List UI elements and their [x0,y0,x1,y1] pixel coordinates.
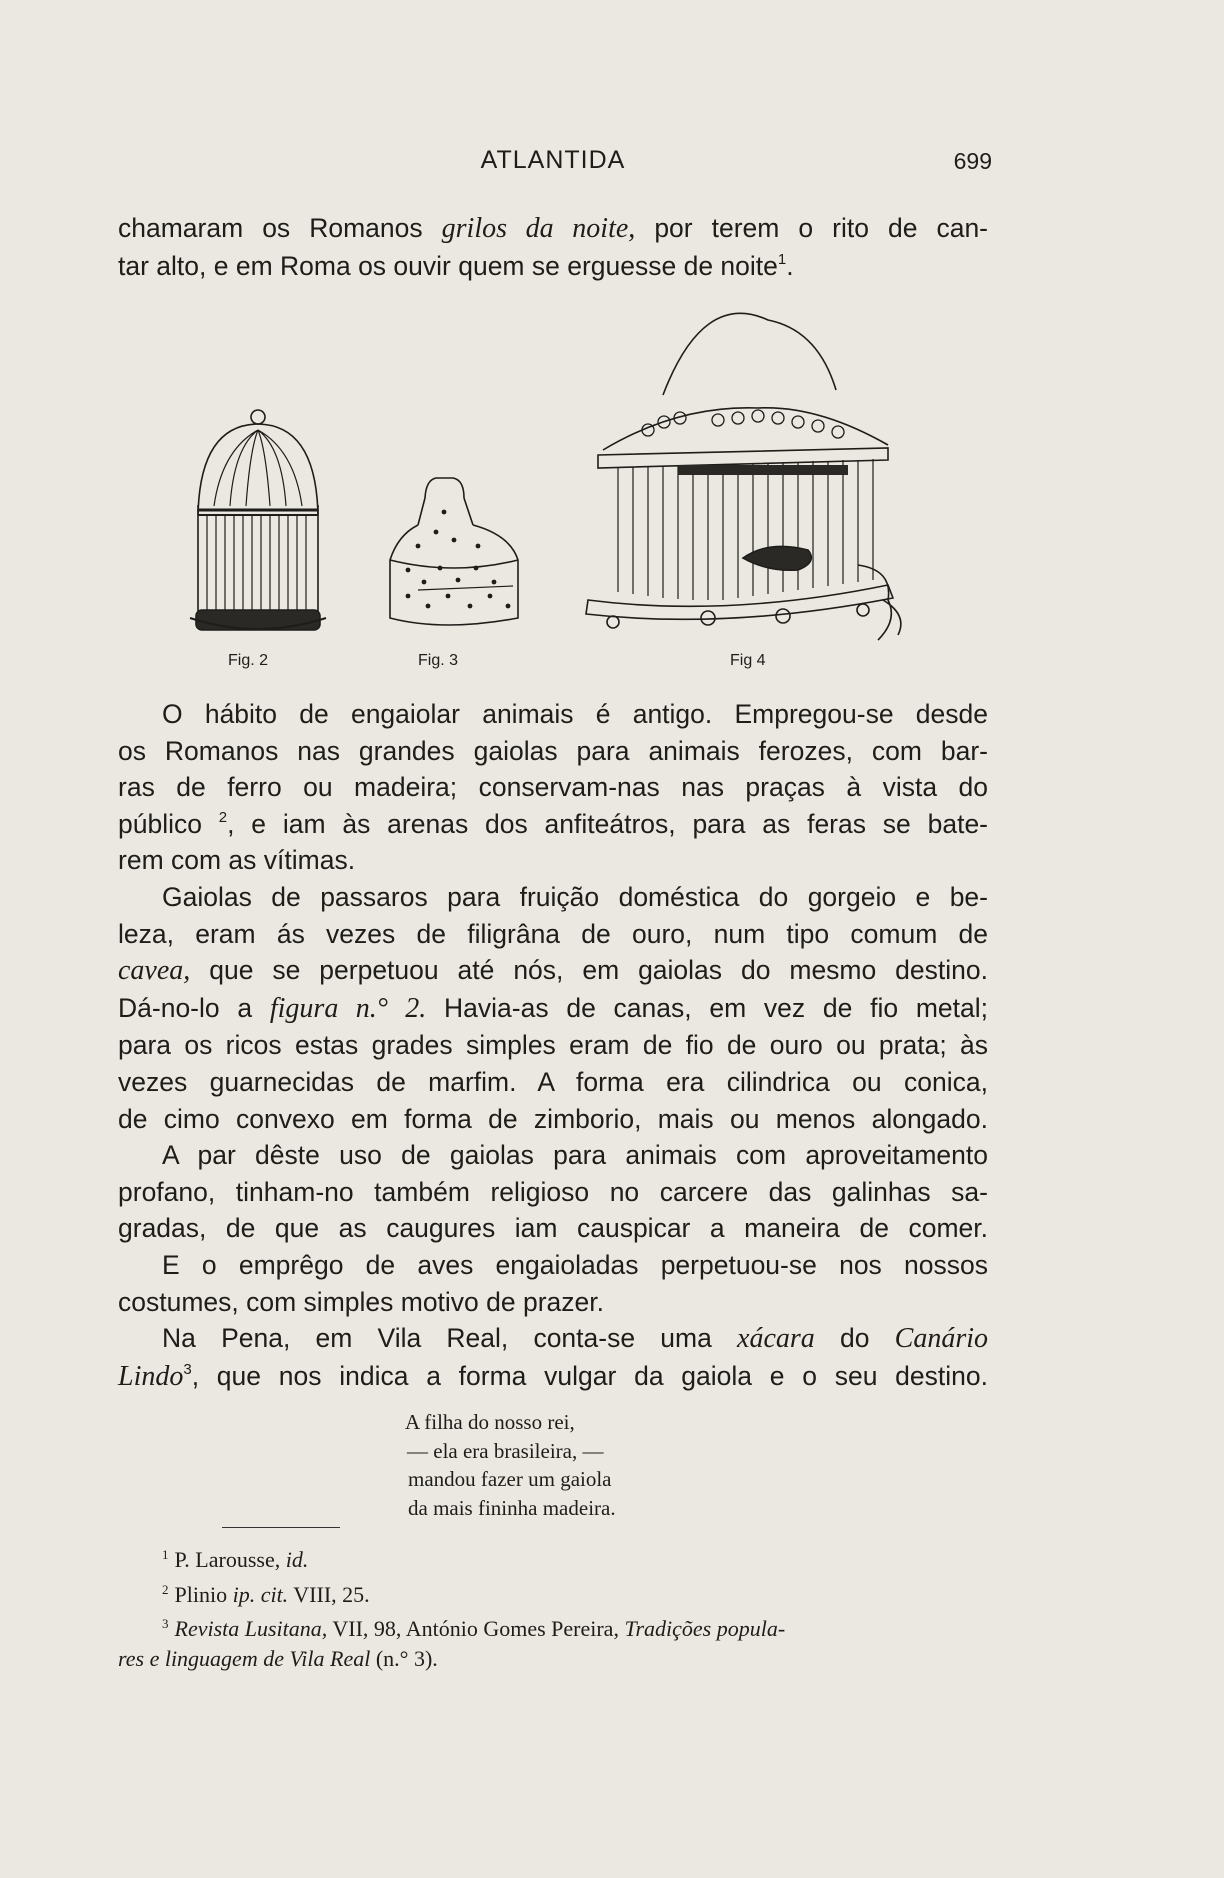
fig4-cage-illustration [586,313,901,640]
cage-illustrations [118,300,988,685]
footnote-ref-3: 3 [183,1360,192,1378]
body-text [118,696,988,1395]
footnote-3: $^3$ Revista Lusitana, VII, 98, António Gomes Pereira, Tradições popula- [162,1616,786,1641]
footnote-ref-1: 1 [777,250,787,268]
paragraph-4: E o emprêgo de aves engaioladas perpetuou-se nos nossos costumes, com simples motivo de prazer. [118,1249,988,1317]
footnote-1: $^1$ P. Larousse, id. [162,1547,309,1572]
footnote-ref-2: 2 [218,808,228,826]
fig2-caption: Fig. 2 [228,652,269,669]
verse-quotation [405,1408,616,1522]
footnotes [118,1540,988,1673]
fig3-caption: Fig. 3 [418,652,459,669]
footnote-2: $^2$ Plinio ip. cit. VIII, 25. [162,1581,370,1607]
footnote-3-continued: res e linguagem de Vila Real (n.° 3). [118,1645,438,1671]
fig4-caption: Fig 4 [730,652,766,669]
running-title: ATLANTIDA [480,146,626,174]
paragraph-3: A par dêste uso de gaiolas para animais com aproveitamento profano, tinham-no também religioso no carcere das galinhas sa- gradas, de que as caugures iam causpicar a maneira de comer. [118,1140,988,1244]
paragraph-2: Gaiolas de passaros para fruição doméstica do gorgeio e be- leza, eram ás vezes de filigrâna de ouro, num tipo comum de cavea, que se perpetuou até nós, em gaiolas do mesmo destino. Dá-no-lo a figura n.° 2. Havia-as de canas, em vez de fio metal; para os ricos estas grades simples eram de fio de ouro ou prata; às vezes guarnecidas de marfim. A forma era cilindrica ou conica, de cimo convexo em forma de zimborio, mais ou menos alongado. [118,881,989,1134]
verse-line: A filha do nosso rei, [405,1410,575,1434]
verse-line: mandou fazer um gaiola [408,1467,612,1491]
running-header [118,140,992,180]
fig3-cage-illustration [390,478,518,625]
paragraph-5: Na Pena, em Vila Real, conta-se uma xácara do Canário Lindo$^3$, que nos indica a forma vulgar da gaiola e o seu destino. [118,1323,988,1392]
paragraph-1: O hábito de engaiolar animais é antigo. Empregou-se desde os Romanos nas grandes gaiolas para animais ferozes, com bar- ras de ferro ou madeira; conservam-nas nas praças à vista do público $^2$, e iam às arenas dos anfiteátros, para as feras se bate- rem com as vítimas. [118,699,989,876]
footnote-divider [222,1527,340,1528]
fig2-cage-illustration [190,410,326,630]
verse-line: da mais fininha madeira. [408,1495,616,1520]
figures-area [118,300,988,685]
intro-paragraph: chamaram os Romanos grilos da noite, por terem o rito de can- tar alto, e em Roma os ouvir quem se erguesse de noite$^1$. [118,213,989,281]
page-number: 699 [953,148,992,174]
verse-line: — ela era brasileira, — [407,1438,604,1463]
